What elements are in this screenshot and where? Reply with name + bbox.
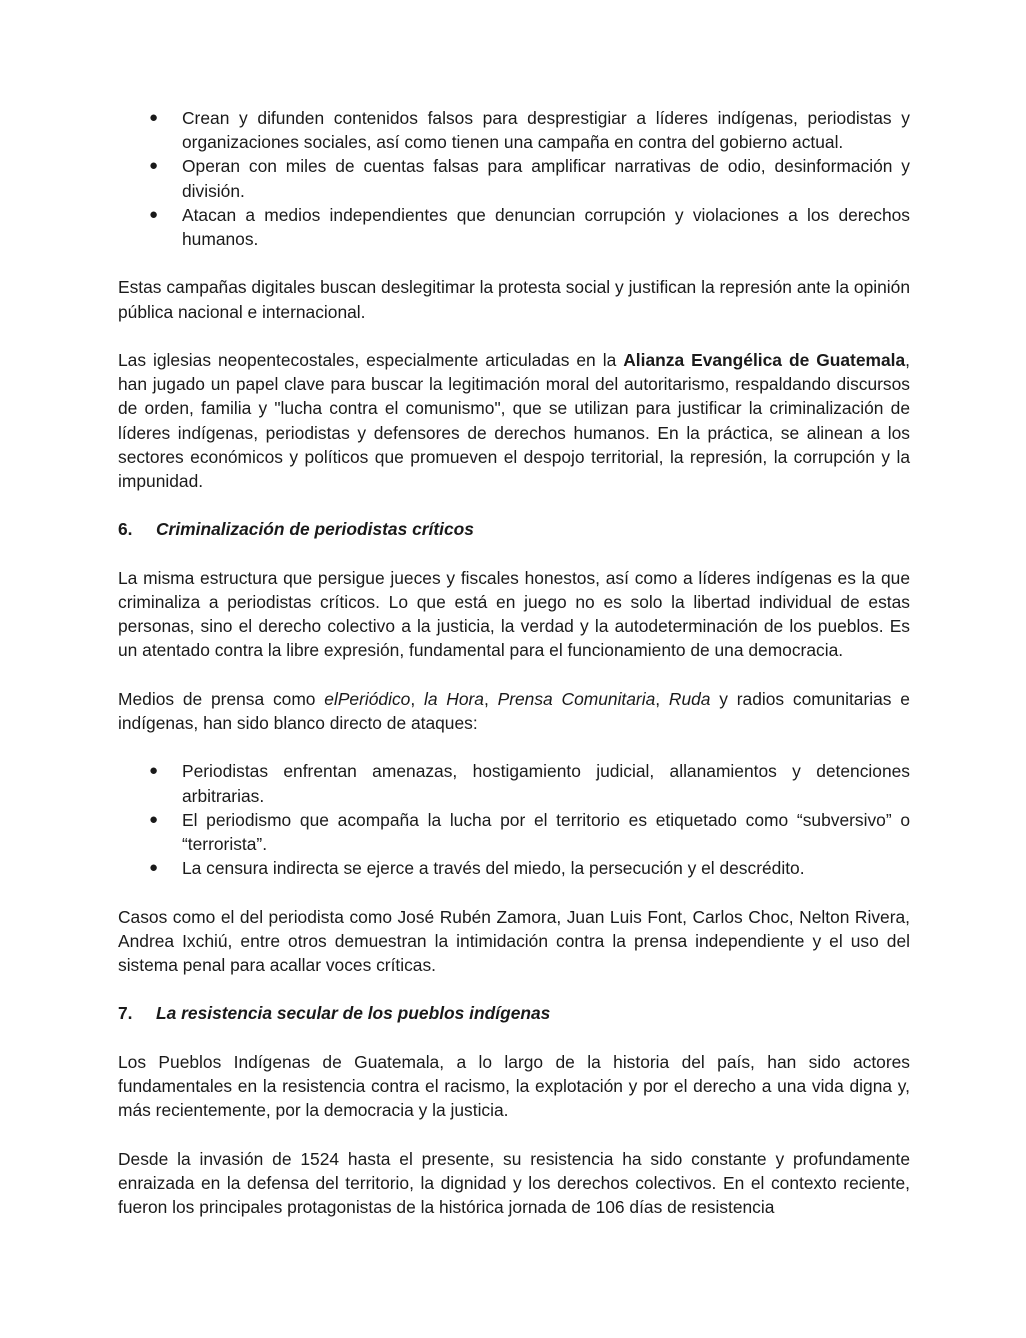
paragraph-criminalization: La misma estructura que persigue jueces y fiscales honestos, así como a líderes indígenas es la que criminaliza a periodistas críticos. Lo que está en juego no es solo la libertad individual de estas personas, sino el derecho colectivo a la justicia, la verdad y la autodeterminación de los pueblos. Es un atentado contra la libre expresión, fundamental para el funcionamiento de una democracia. <box>118 567 910 661</box>
section-heading-6: 6. Criminalización de periodistas críticos <box>118 519 474 540</box>
bullet-list-attacks <box>118 759 910 880</box>
list-item: ● Periodistas enfrentan amenazas, hostigamiento judicial, allanamientos y detenciones arbitrarias. <box>149 761 910 806</box>
list-item: ● La censura indirecta se ejerce a través del miedo, la persecución y el descrédito. <box>118 856 910 880</box>
paragraph-media: Medios de prensa como elPeriódico, la Hora, Prensa Comunitaria, Ruda y radios comunitarias e indígenas, han sido blanco directo de ataques: <box>118 688 910 733</box>
media-name: la Hora <box>423 688 484 709</box>
alliance-name: Alianza Evangélica de Guatemala <box>623 350 906 370</box>
section-heading-7: 7. La resistencia secular de los pueblos indígenas <box>118 1003 551 1024</box>
media-name: elPeriódico <box>324 688 411 709</box>
media-name: Ruda <box>668 688 711 709</box>
paragraph-cases: Casos como el del periodista como José Rubén Zamora, Juan Luis Font, Carlos Choc, Nelton Rivera, Andrea Ixchiú, entre otros demuestran la intimidación contra la prensa independiente y el uso del sistema penal para acallar voces críticas. <box>118 906 910 975</box>
bullet-icon: ● <box>149 810 159 828</box>
bullet-icon: ● <box>149 157 159 175</box>
paragraph-indigenous-peoples: Los Pueblos Indígenas de Guatemala, a lo largo de la historia del país, han sido actores fundamentales en la resistencia contra el racismo, la explotación y por el derecho a una vida digna y, más recientemente, por la democracia y la justicia. <box>118 1051 910 1121</box>
paragraph-digital-campaigns: Estas campañas digitales buscan deslegitimar la protesta social y justifican la represión ante la opinión pública nacional e internacional. <box>118 277 910 322</box>
list-item: ● Operan con miles de cuentas falsas para amplificar narrativas de odio, desinformación y división. <box>149 156 910 201</box>
bullet-icon: ● <box>149 205 159 223</box>
list-item: ● Crean y difunden contenidos falsos para desprestigiar a líderes indígenas, periodistas y organizaciones sociales, así como tienen una campaña en contra del gobierno actual. <box>149 108 910 153</box>
media-name: Prensa Comunitaria <box>497 688 656 709</box>
list-item: ● Atacan a medios independientes que denuncian corrupción y violaciones a los derechos humanos. <box>149 204 910 250</box>
paragraph-resistance-history: Desde la invasión de 1524 hasta el presente, su resistencia ha sido constante y profundamente enraizada en la defensa del territorio, la dignidad y los derechos colectivos. En el contexto reciente, fueron los principales protagonistas de la histórica jornada de 106 días de resistencia <box>118 1148 910 1217</box>
paragraph-churches: Las iglesias neopentecostales, especialmente articuladas en la Alianza Evangélica de Guatemala, han jugado un papel clave para buscar la legitimación moral del autoritarismo, respaldando discursos de orden, familia y "lucha contra el comunismo", que se utilizan para justificar la criminalización de líderes indígenas, periodistas y defensores de derechos humanos. En la práctica, se alinean a los sectores económicos y políticos que promueven el despojo territorial, la represión, la corrupción y la impunidad. <box>118 350 911 492</box>
bullet-icon: ● <box>149 859 159 877</box>
bullet-icon: ● <box>149 109 159 126</box>
bullet-list-campaigns <box>118 106 910 251</box>
bullet-icon: ● <box>149 762 159 780</box>
list-item: ● El periodismo que acompaña la lucha por el territorio es etiquetado como “subversivo” o “terrorista”. <box>149 809 910 854</box>
